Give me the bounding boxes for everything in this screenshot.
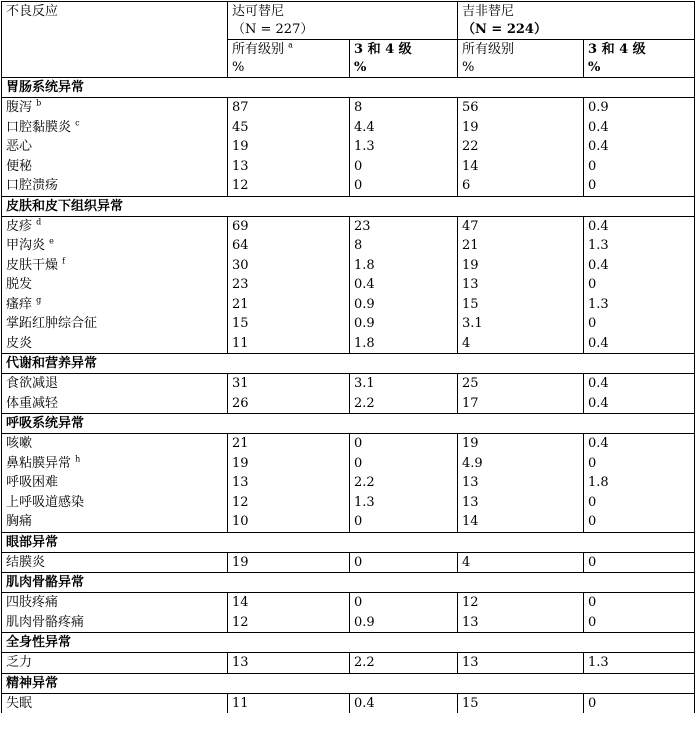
- adverse-reactions-table: [1, 1, 695, 713]
- percent-value: 21: [232, 296, 249, 312]
- reaction-name: [6, 434, 227, 454]
- reaction-label: 皮炎: [6, 335, 33, 351]
- percent-value: 15: [462, 695, 479, 711]
- section-title: 精神异常: [2, 673, 695, 693]
- reaction-label: 鼻粘膜异常: [6, 455, 72, 471]
- section-title: 皮肤和皮下组织异常: [2, 196, 695, 216]
- group-n: （N = 224）: [462, 22, 547, 37]
- section-data-row: [2, 374, 695, 414]
- section-data-row: [2, 653, 695, 674]
- percent-value: 0: [588, 158, 597, 174]
- percent-value: 0: [588, 614, 597, 630]
- percent-value: 0: [588, 277, 597, 292]
- section-data-row: [2, 98, 695, 197]
- reaction-name-cell: [2, 216, 228, 354]
- unit-percent: %: [588, 60, 601, 75]
- reaction-label: 掌跖红肿综合征: [6, 316, 98, 331]
- percent-value: 0: [354, 595, 363, 610]
- unit-percent: %: [462, 60, 475, 75]
- reaction-label: 咳嗽: [6, 436, 33, 451]
- reaction-label: 结膜炎: [6, 554, 46, 570]
- percent-value: 30: [232, 257, 249, 273]
- reaction-name: [6, 98, 227, 118]
- reaction-name-cell: [2, 693, 228, 713]
- reaction-label: 体重减轻: [6, 395, 59, 411]
- reaction-name: [6, 314, 227, 334]
- gefitinib-all-grades-cell: [458, 552, 584, 573]
- percent-value: 1.3: [354, 494, 375, 510]
- gefitinib-all-grades-cell: [458, 216, 584, 354]
- percent-value: 4: [462, 335, 471, 351]
- reaction-name: [6, 118, 227, 138]
- percent-value: 3.1: [462, 316, 483, 331]
- header-all-grades: [458, 40, 584, 78]
- percent-value: 0: [354, 514, 363, 529]
- dacomitinib-all-grades-cell: [228, 593, 350, 633]
- gefitinib-grade-3-4-cell: [584, 552, 695, 573]
- dacomitinib-all-grades-cell: [228, 434, 350, 533]
- section-data-row: [2, 434, 695, 533]
- reaction-name: [6, 176, 227, 196]
- reaction-name: [6, 157, 227, 177]
- percent-value: 13: [462, 655, 479, 670]
- unit-percent: %: [354, 60, 367, 75]
- gefitinib-all-grades-cell: [458, 98, 584, 197]
- section-data-row: [2, 693, 695, 713]
- percent-value: 13: [232, 655, 249, 670]
- grade34-label: 3 和 4 级: [588, 42, 646, 57]
- reaction-label: 呼吸困难: [6, 475, 59, 490]
- percent-value: 19: [232, 554, 249, 570]
- percent-value: 13: [462, 494, 479, 510]
- dacomitinib-grade-3-4-cell: [350, 216, 458, 354]
- percent-value: 1.8: [354, 257, 375, 273]
- reaction-name: [6, 394, 227, 414]
- unit-percent: %: [232, 60, 245, 75]
- percent-value: 1.3: [588, 655, 609, 670]
- reaction-name: [6, 613, 227, 633]
- percent-value: 0.4: [588, 257, 609, 273]
- percent-value: 0.4: [354, 277, 375, 292]
- footnote-marker: h: [75, 454, 81, 464]
- percent-value: 13: [462, 277, 479, 292]
- percent-value: 6: [462, 178, 471, 193]
- footnote-marker: e: [49, 236, 54, 246]
- gefitinib-grade-3-4-cell: [584, 593, 695, 633]
- percent-value: 2.2: [354, 655, 375, 670]
- dacomitinib-grade-3-4-cell: [350, 434, 458, 533]
- percent-value: 3.1: [354, 376, 375, 391]
- reaction-label: 皮肤干燥: [6, 257, 59, 273]
- percent-value: 0.4: [588, 119, 609, 135]
- reaction-name: [6, 493, 227, 513]
- percent-value: 0: [588, 695, 597, 711]
- reaction-name: [6, 593, 227, 613]
- section-header-row: [2, 196, 695, 216]
- percent-value: 22: [462, 139, 479, 154]
- percent-value: 0: [588, 178, 597, 193]
- percent-value: 17: [462, 395, 479, 411]
- reaction-name: [6, 694, 227, 714]
- grade34-label: 3 和 4 级: [354, 42, 412, 57]
- percent-value: 21: [232, 436, 249, 451]
- section-header-row: [2, 414, 695, 434]
- dacomitinib-grade-3-4-cell: [350, 98, 458, 197]
- reaction-name-cell: [2, 374, 228, 414]
- section-header-row: [2, 633, 695, 653]
- percent-value: 12: [232, 494, 249, 510]
- reaction-name-cell: [2, 434, 228, 533]
- dacomitinib-all-grades-cell: [228, 693, 350, 713]
- percent-value: 14: [462, 514, 479, 529]
- header-row-groups: [2, 2, 695, 40]
- percent-value: 4: [462, 554, 471, 570]
- reaction-label: 便秘: [6, 158, 33, 174]
- percent-value: 0: [354, 436, 363, 451]
- percent-value: 1.8: [588, 475, 609, 490]
- section-data-row: [2, 593, 695, 633]
- section-header-row: [2, 673, 695, 693]
- section-title: 全身性异常: [2, 633, 695, 653]
- section-title: 胃肠系统异常: [2, 78, 695, 98]
- gefitinib-grade-3-4-cell: [584, 693, 695, 713]
- gefitinib-all-grades-cell: [458, 374, 584, 414]
- percent-value: 12: [232, 178, 249, 193]
- reaction-label: 口腔溃疡: [6, 178, 59, 193]
- percent-value: 0.9: [354, 296, 375, 312]
- percent-value: 2.2: [354, 475, 375, 490]
- percent-value: 0: [354, 554, 363, 570]
- gefitinib-grade-3-4-cell: [584, 216, 695, 354]
- percent-value: 4.9: [462, 455, 483, 471]
- footnote-marker: g: [36, 295, 42, 305]
- group-name: 吉非替尼: [462, 4, 515, 19]
- reaction-label: 肌肉骨骼疼痛: [6, 614, 85, 630]
- percent-value: 25: [462, 376, 479, 391]
- header-grade-3-4: [584, 40, 695, 78]
- header-adverse-reaction: 不良反应: [2, 2, 228, 78]
- percent-value: 87: [232, 100, 249, 115]
- percent-value: 0.4: [588, 395, 609, 411]
- group-name: 达可替尼: [232, 4, 285, 19]
- section-title: 肌肉骨骼异常: [2, 573, 695, 593]
- gefitinib-all-grades-cell: [458, 653, 584, 674]
- reaction-name-cell: [2, 552, 228, 573]
- percent-value: 19: [462, 436, 479, 451]
- section-data-row: [2, 216, 695, 354]
- percent-value: 11: [232, 335, 249, 351]
- section-header-row: [2, 78, 695, 98]
- percent-value: 14: [462, 158, 479, 174]
- reaction-label: 上呼吸道感染: [6, 494, 85, 510]
- dacomitinib-all-grades-cell: [228, 374, 350, 414]
- reaction-name: [6, 295, 227, 315]
- percent-value: 0.4: [588, 218, 609, 234]
- section-data-row: [2, 552, 695, 573]
- header-group-dacomitinib: [228, 2, 458, 40]
- percent-value: 13: [232, 158, 249, 174]
- dacomitinib-grade-3-4-cell: [350, 552, 458, 573]
- percent-value: 0: [588, 455, 597, 471]
- percent-value: 19: [462, 257, 479, 273]
- all-grades-footnote: a: [288, 40, 293, 50]
- all-grades-label: 所有级别: [462, 42, 515, 57]
- percent-value: 15: [232, 316, 249, 331]
- percent-value: 64: [232, 238, 249, 253]
- reaction-name: [6, 236, 227, 256]
- dacomitinib-grade-3-4-cell: [350, 374, 458, 414]
- gefitinib-grade-3-4-cell: [584, 374, 695, 414]
- dacomitinib-all-grades-cell: [228, 98, 350, 197]
- section-title: 眼部异常: [2, 532, 695, 552]
- reaction-name: [6, 256, 227, 276]
- group-n: （N = 227）: [232, 22, 314, 37]
- percent-value: 8: [354, 238, 363, 253]
- percent-value: 0: [354, 455, 363, 471]
- reaction-name-cell: [2, 593, 228, 633]
- percent-value: 13: [462, 614, 479, 630]
- section-title: 呼吸系统异常: [2, 414, 695, 434]
- reaction-label: 四肢疼痛: [6, 595, 59, 610]
- percent-value: 0: [588, 494, 597, 510]
- dacomitinib-all-grades-cell: [228, 216, 350, 354]
- reaction-name: [6, 553, 227, 573]
- percent-value: 0.4: [588, 335, 609, 351]
- all-grades-label: 所有级别: [232, 42, 285, 57]
- percent-value: 0.9: [354, 316, 375, 331]
- dacomitinib-all-grades-cell: [228, 552, 350, 573]
- dacomitinib-grade-3-4-cell: [350, 593, 458, 633]
- reaction-name: [6, 512, 227, 532]
- percent-value: 19: [462, 119, 479, 135]
- reaction-name-cell: [2, 653, 228, 674]
- reaction-label: 腹泻: [6, 100, 33, 115]
- header-all-grades: [228, 40, 350, 78]
- reaction-label: 甲沟炎: [6, 238, 46, 253]
- gefitinib-all-grades-cell: [458, 593, 584, 633]
- percent-value: 10: [232, 514, 249, 529]
- percent-value: 1.8: [354, 335, 375, 351]
- reaction-name: [6, 473, 227, 493]
- section-title: 代谢和营养异常: [2, 354, 695, 374]
- reaction-label: 皮疹: [6, 218, 33, 234]
- percent-value: 8: [354, 100, 363, 115]
- table-body: [2, 78, 695, 714]
- reaction-name: [6, 374, 227, 394]
- footnote-marker: d: [36, 217, 42, 227]
- reaction-name: [6, 275, 227, 295]
- footnote-marker: c: [75, 118, 80, 128]
- percent-value: 23: [232, 277, 249, 292]
- reaction-name: [6, 334, 227, 354]
- percent-value: 47: [462, 218, 479, 234]
- gefitinib-grade-3-4-cell: [584, 434, 695, 533]
- percent-value: 14: [232, 595, 249, 610]
- reaction-label: 食欲减退: [6, 376, 59, 391]
- percent-value: 21: [462, 238, 479, 253]
- percent-value: 0: [354, 178, 363, 193]
- percent-value: 12: [462, 595, 479, 610]
- footnote-marker: b: [36, 98, 42, 108]
- gefitinib-grade-3-4-cell: [584, 98, 695, 197]
- reaction-name: [6, 653, 227, 673]
- reaction-name: [6, 137, 227, 157]
- section-header-row: [2, 354, 695, 374]
- section-header-row: [2, 573, 695, 593]
- gefitinib-all-grades-cell: [458, 434, 584, 533]
- reaction-label: 胸痛: [6, 514, 33, 529]
- percent-value: 11: [232, 695, 249, 711]
- percent-value: 1.3: [588, 296, 609, 312]
- percent-value: 13: [232, 475, 249, 490]
- percent-value: 15: [462, 296, 479, 312]
- percent-value: 2.2: [354, 395, 375, 411]
- percent-value: 4.4: [354, 119, 375, 135]
- header-grade-3-4: [350, 40, 458, 78]
- reaction-name-cell: [2, 98, 228, 197]
- percent-value: 0.4: [588, 376, 609, 391]
- percent-value: 0.4: [354, 695, 375, 711]
- reaction-label: 失眠: [6, 695, 33, 711]
- reaction-label: 乏力: [6, 655, 33, 670]
- percent-value: 12: [232, 614, 249, 630]
- reaction-label: 恶心: [6, 139, 33, 154]
- gefitinib-grade-3-4-cell: [584, 653, 695, 674]
- percent-value: 19: [232, 455, 249, 471]
- percent-value: 0: [588, 316, 597, 331]
- reaction-label: 瘙痒: [6, 296, 33, 312]
- percent-value: 0.4: [588, 436, 609, 451]
- reaction-label: 口腔黏膜炎: [6, 119, 72, 135]
- reaction-name: [6, 217, 227, 237]
- percent-value: 31: [232, 376, 249, 391]
- percent-value: 1.3: [588, 238, 609, 253]
- reaction-label: 脱发: [6, 277, 33, 292]
- percent-value: 0.9: [588, 100, 609, 115]
- percent-value: 0.9: [354, 614, 375, 630]
- footnote-marker: f: [62, 256, 66, 266]
- percent-value: 0.4: [588, 139, 609, 154]
- percent-value: 0: [588, 595, 597, 610]
- percent-value: 26: [232, 395, 249, 411]
- gefitinib-all-grades-cell: [458, 693, 584, 713]
- percent-value: 0: [588, 554, 597, 570]
- reaction-name: [6, 454, 227, 474]
- percent-value: 0: [588, 514, 597, 529]
- percent-value: 0: [354, 158, 363, 174]
- percent-value: 1.3: [354, 139, 375, 154]
- dacomitinib-grade-3-4-cell: [350, 693, 458, 713]
- header-group-gefitinib: [458, 2, 695, 40]
- section-header-row: [2, 532, 695, 552]
- percent-value: 23: [354, 218, 371, 234]
- percent-value: 45: [232, 119, 249, 135]
- dacomitinib-all-grades-cell: [228, 653, 350, 674]
- percent-value: 56: [462, 100, 479, 115]
- dacomitinib-grade-3-4-cell: [350, 653, 458, 674]
- percent-value: 69: [232, 218, 249, 234]
- percent-value: 19: [232, 139, 249, 154]
- percent-value: 13: [462, 475, 479, 490]
